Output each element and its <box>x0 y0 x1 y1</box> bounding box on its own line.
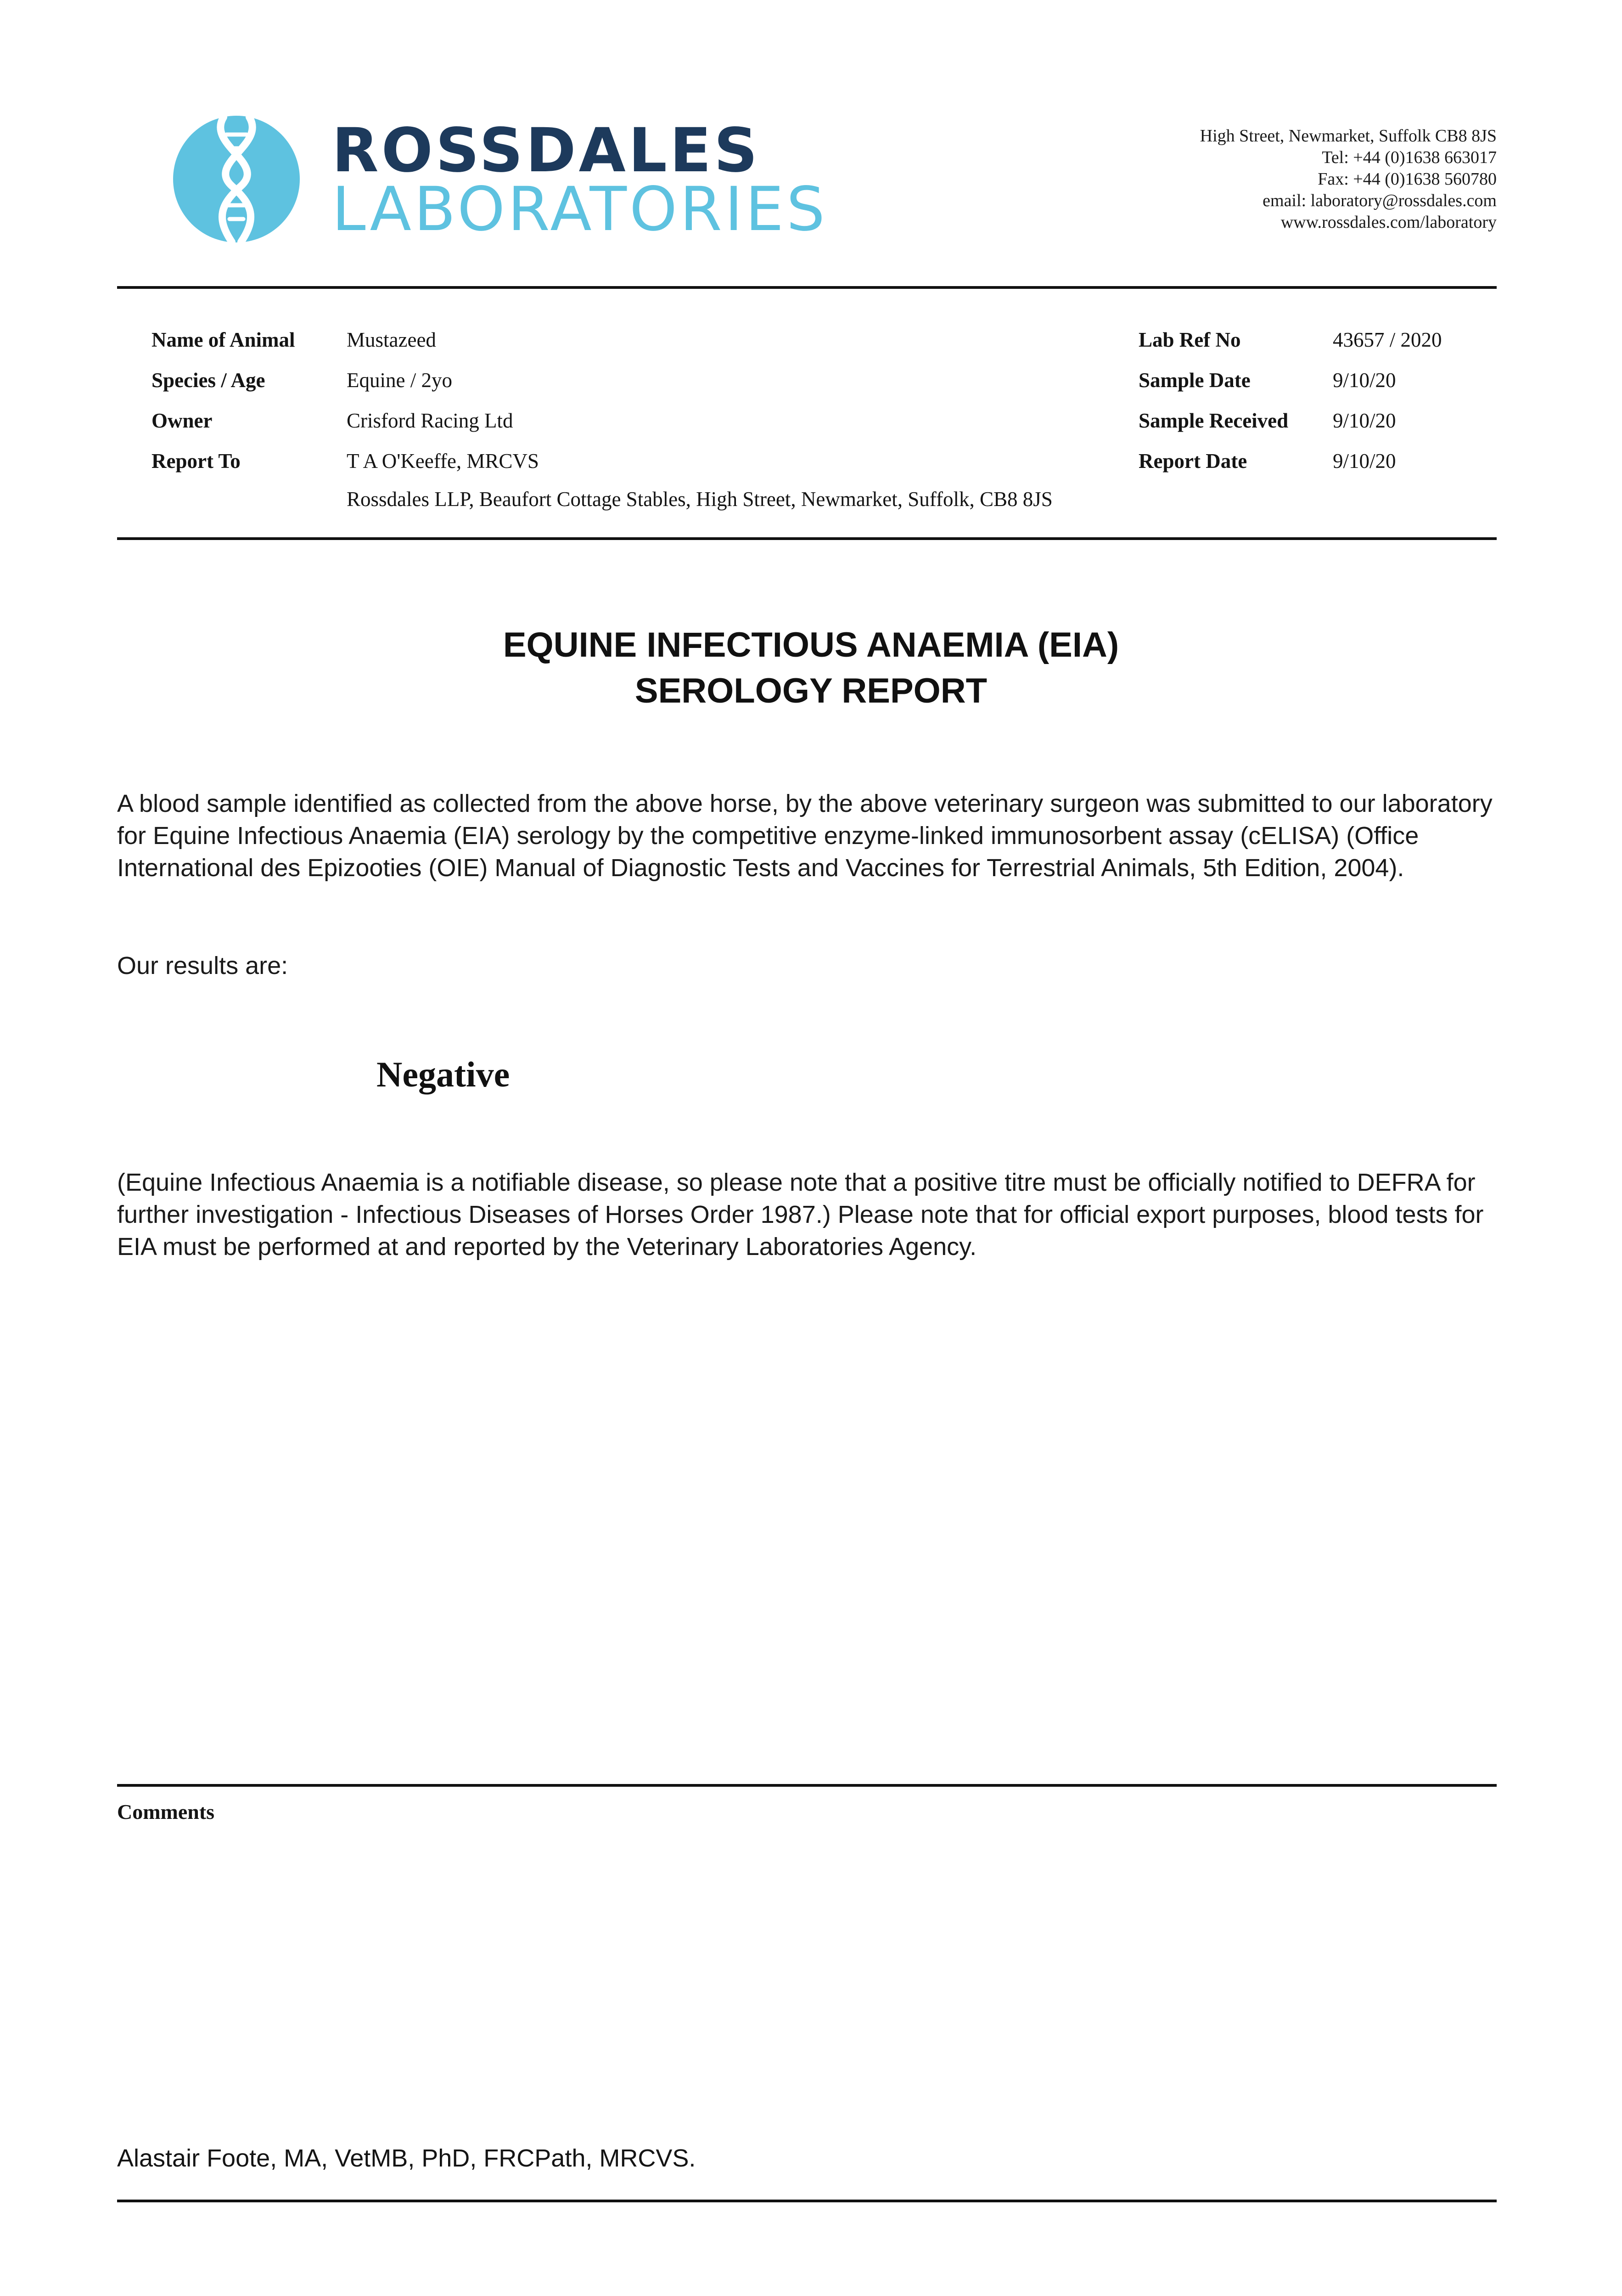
notifiable-note: (Equine Infectious Anaemia is a notifiable disease, so please note that a positive titre must be officially notified to DEFRA for further investigation - Infectious Diseases of Horses Order 1987.) Please note that for official export purposes, blood tests for EIA must be performed at and reported by the Veterinary Laboratories Agency. <box>117 1169 1484 1261</box>
label-sample-received: Sample Received <box>1139 409 1289 432</box>
label-species-age: Species / Age <box>152 369 265 392</box>
brand-subtitle: LABORATORIES <box>332 174 828 245</box>
brand-name: ROSSDALES <box>332 115 761 186</box>
comments-label: Comments <box>117 1800 215 1823</box>
results-intro: Our results are: <box>117 952 288 979</box>
title-line-2: SEROLOGY REPORT <box>634 671 988 710</box>
dna-helix-icon <box>172 113 301 246</box>
divider <box>117 286 1497 289</box>
value-report-to: T A O'Keeffe, MRCVS <box>347 450 539 473</box>
email: email: laboratory@rossdales.com <box>1263 191 1497 210</box>
value-owner: Crisford Racing Ltd <box>347 409 513 432</box>
value-name-of-animal: Mustazeed <box>347 328 436 351</box>
divider <box>117 537 1497 540</box>
intro-paragraph: A blood sample identified as collected from the above horse, by the above veterinary surgeon was submitted to our laboratory for Equine Infectious Anaemia (EIA) serology by the competitive enzyme-linked immunosorbent assay (cELISA) (Office International des Epizooties (OIE) Manual of Diagnostic Tests and Vaccines for Terrestrial Animals, 5th Edition, 2004). <box>117 790 1493 882</box>
address: High Street, Newmarket, Suffolk CB8 8JS <box>1200 126 1497 146</box>
value-sample-received: 9/10/20 <box>1333 409 1396 432</box>
label-report-date: Report Date <box>1139 450 1247 473</box>
label-lab-ref: Lab Ref No <box>1139 328 1241 351</box>
divider <box>117 2200 1497 2202</box>
test-result: Negative <box>376 1054 510 1094</box>
label-owner: Owner <box>152 409 213 432</box>
label-report-to: Report To <box>152 450 241 473</box>
telephone: Tel: +44 (0)1638 663017 <box>1322 148 1497 167</box>
label-name-of-animal: Name of Animal <box>152 328 295 351</box>
value-sample-date: 9/10/20 <box>1333 369 1396 392</box>
contact-block <box>1200 125 1497 233</box>
signature-name: Alastair Foote, MA, VetMB, PhD, FRCPath, MRCVS. <box>117 2144 696 2172</box>
value-species-age: Equine / 2yo <box>347 369 452 392</box>
title-line-1: EQUINE INFECTIOUS ANAEMIA (EIA) <box>503 625 1119 664</box>
divider <box>117 1784 1497 1787</box>
fax: Fax: +44 (0)1638 560780 <box>1318 169 1497 189</box>
value-report-to-address: Rossdales LLP, Beaufort Cottage Stables, High Street, Newmarket, Suffolk, CB8 8JS <box>347 488 1053 511</box>
value-report-date: 9/10/20 <box>1333 450 1396 473</box>
value-lab-ref: 43657 / 2020 <box>1333 328 1442 351</box>
label-sample-date: Sample Date <box>1139 369 1251 392</box>
website: www.rossdales.com/laboratory <box>1280 213 1497 232</box>
report-title <box>0 622 1622 714</box>
